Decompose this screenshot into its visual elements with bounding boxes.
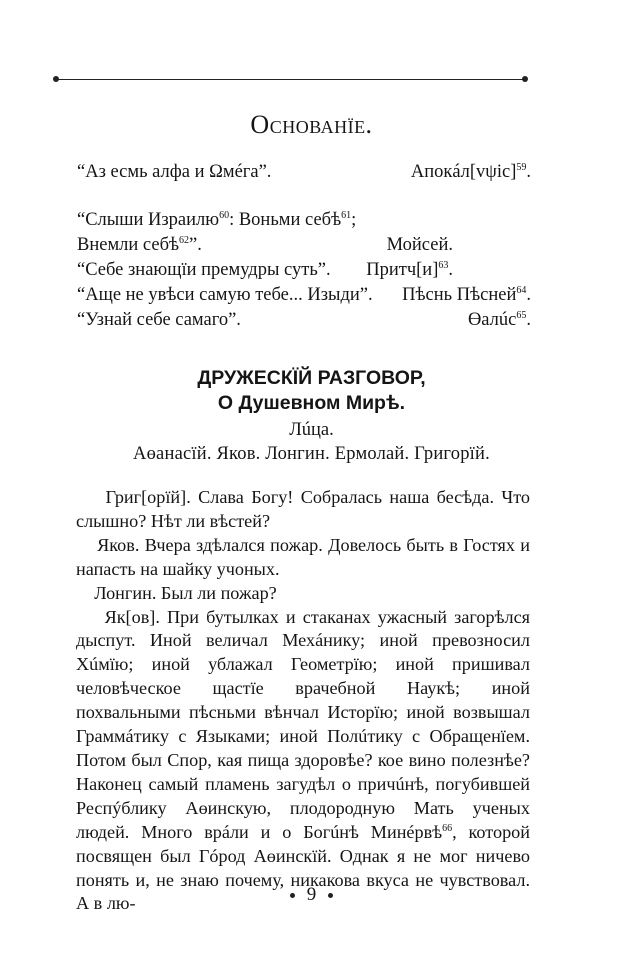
footnote-ref: 65 (516, 309, 527, 321)
dialogue-paragraph: Лонгин. Был ли пожар? (94, 582, 277, 603)
dialogue-title (0, 366, 623, 416)
dialogue-paragraph: Яков. Вчера здѣлался пожар. Довелось быть в Гостях и напасть на шайку учоных. (76, 534, 530, 579)
speaker-name: Григ[орїй]. (105, 487, 191, 507)
footnote-ref: 61 (341, 209, 352, 221)
page-number: 9 (306, 884, 317, 905)
page-footer (0, 884, 623, 906)
footnote-ref: 64 (516, 284, 527, 296)
epigraph-attribution: $Апокáл[v\psi ic]^{59}$. (410, 161, 531, 182)
footnote-ref: 63 (438, 259, 449, 271)
dialogue-title-line-2: О Душевном Мирѣ. (217, 392, 406, 414)
speaker-name: Як[ов]. (104, 606, 160, 627)
epigraph-attribution: Пѣснь Пѣсней$^{64}$. (402, 284, 531, 305)
epigraph-row (77, 233, 531, 258)
epigraph-attribution: Өалúс$^{65}$. (467, 309, 531, 330)
epigraph-block-1 (77, 160, 531, 185)
epigraph-quote: Внемли себѣ$^{62}$”. (77, 234, 202, 255)
epigraph-row (77, 283, 531, 308)
dialogue-body (76, 486, 530, 916)
epigraph-quote: “Аз есмь алфа и Ωмéга”. (77, 162, 272, 182)
folio-dot-left (290, 893, 295, 898)
epigraph-quote: “Слыши Израилю$^{60}$: Воньми себѣ$^{61}$; (77, 209, 357, 230)
epigraph-attribution: $Притч[и]^{63}$. (366, 259, 453, 280)
epigraph-quote: “Аще не увѣси самую тебе... Изыди”. (77, 285, 373, 305)
epigraph-attribution: Мойсей. (386, 235, 453, 255)
speaker-name: Лонгин. (94, 582, 157, 603)
persons-heading: Лúца. (289, 420, 334, 440)
header-rule (56, 79, 526, 80)
dialogue-paragraph: Як[ов]. При бутылках и стаканах ужасный загорѣлся дыспут. Иной величал Мехáнику; иной превозносил Хúмїю; иной ублажал Геометрїю; иной пришивал человѣческое щастїе врачебной Наукѣ; иной похвальными пѣсньми вѣнчал Исторїю; иной возвышал Граммáтику с Языками; иной Полúтику с Обращенїем. Потом был Спор, кая пища здоровѣе? кое вино полезнѣе? Наконец самый пламень загудѣл о причúнѣ, погубившей Респýблику Аөинскую, плодородную Мать ученых людей. Много врáли и о Богúнѣ Минéрвѣ$^{66}$, которой посвящен был Гóрод Аөинскїй. Однак я не мог ничево понять и, не знаю почему, никакова вкуса не чувствовал. А в лю- (76, 606, 531, 914)
folio-dot-right (328, 893, 333, 898)
persons-list: Аөанасїй. Яков. Лонгин. Ермолай. Григорїй. (133, 444, 490, 464)
epigraph-row (77, 208, 531, 233)
rule-right-dot (522, 76, 528, 82)
footnote-ref: 59 (516, 161, 527, 173)
epigraph-quote: “Узнай себе самаго”. (77, 310, 241, 330)
epigraph-row (77, 308, 531, 333)
epigraph-row (77, 258, 531, 283)
epigraph-row (77, 160, 531, 185)
dialogue-paragraph: Григ[орїй]. Слава Богу! Собралась наша бесѣда. Что слышно? Нѣт ли вѣстей? (76, 487, 530, 531)
footnote-ref: 60 (219, 209, 230, 221)
footnote-ref: 66 (442, 822, 453, 834)
speaker-name: Яков. (97, 534, 140, 555)
dialogue-title-line-1: ДРУЖЕСКЇЙ РАЗГОВОР, (197, 367, 426, 389)
footnote-ref: 62 (179, 234, 190, 246)
epigraph-block-2 (77, 208, 531, 333)
epigraph-quote: “Себе знающїи премудры суть”. (77, 260, 331, 280)
section-title: Основанїе. (250, 110, 373, 139)
